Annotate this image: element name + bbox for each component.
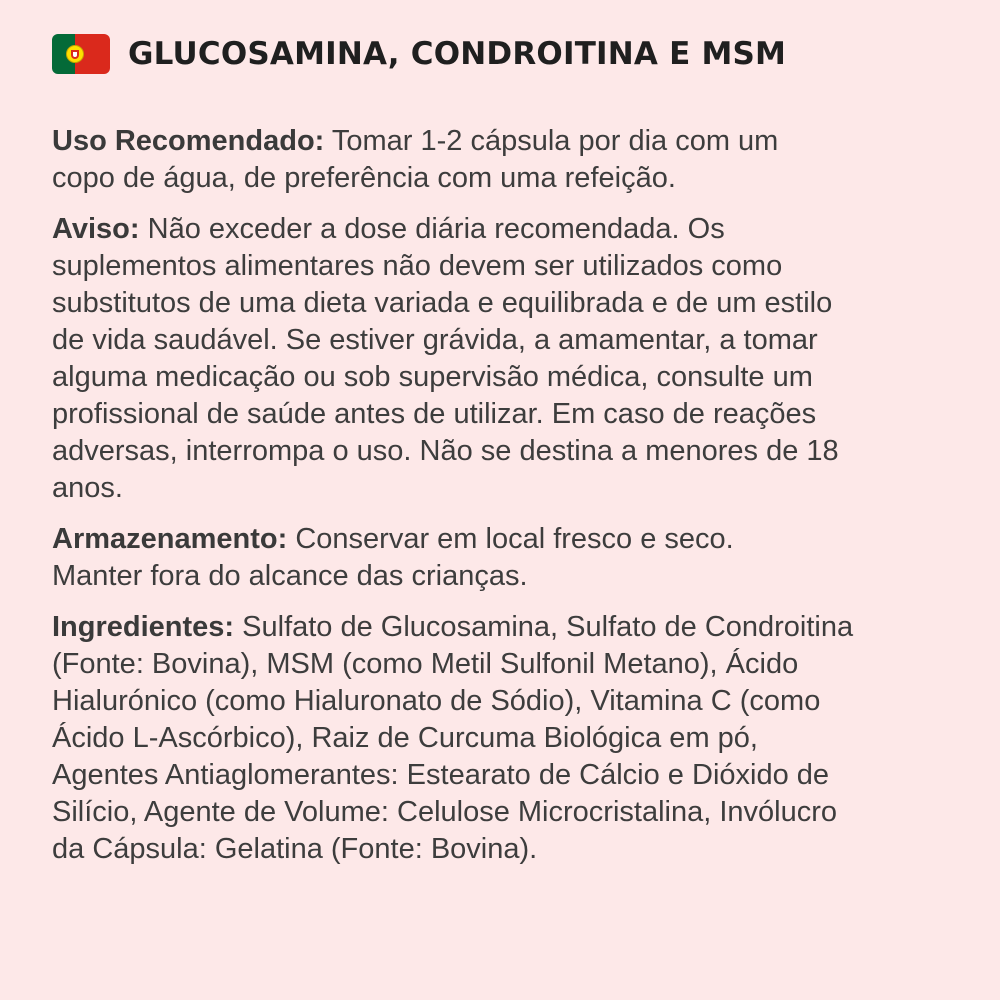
storage-text: Conservar em local fresco e seco. — [287, 523, 734, 555]
section-line: da Cápsula: Gelatina (Fonte: Bovina). — [52, 833, 538, 865]
section-line: adversas, interrompa o uso. Não se destina a menores de 18 — [52, 435, 839, 467]
recommended-use-label: Uso Recomendado: — [52, 125, 325, 157]
section-line: Silício, Agente de Volume: Celulose Microcristalina, Invólucro — [52, 796, 837, 828]
page-title: GLUCOSAMINA, CONDROITINA E MSM — [128, 36, 787, 72]
section-line: profissional de saúde antes de utilizar. Em caso de reações — [52, 398, 817, 430]
storage-section — [52, 521, 952, 595]
section-line: copo de água, de preferência com uma refeição. — [52, 162, 676, 194]
ingredients-text: Sulfato de Glucosamina, Sulfato de Condroitina — [234, 611, 854, 643]
section-line: de vida saudável. Se estiver grávida, a amamentar, a tomar — [52, 324, 818, 356]
recommended-use-section — [52, 123, 952, 197]
section-line: substitutos de uma dieta variada e equilibrada e de um estilo — [52, 287, 833, 319]
section-line: Ácido L-Ascórbico), Raiz de Curcuma Biológica em pó, — [52, 722, 758, 754]
section-line — [52, 609, 952, 646]
section-line: Agentes Antiaglomerantes: Estearato de Cálcio e Dióxido de — [52, 759, 830, 791]
label-content — [52, 123, 952, 882]
section-line: Hialurónico (como Hialuronato de Sódio), Vitamina C (como — [52, 685, 821, 717]
warning-section — [52, 211, 952, 507]
storage-label: Armazenamento: — [52, 523, 288, 555]
section-line — [52, 123, 952, 160]
recommended-use-text: Tomar 1-2 cápsula por dia com um — [324, 125, 779, 157]
section-line — [52, 211, 952, 248]
section-line: alguma medicação ou sob supervisão médica, consulte um — [52, 361, 813, 393]
section-line: suplementos alimentares não devem ser utilizados como — [52, 250, 783, 282]
section-line — [52, 521, 952, 558]
section-line: Manter fora do alcance das crianças. — [52, 560, 528, 592]
portugal-flag-icon — [52, 34, 110, 74]
warning-label: Aviso: — [52, 213, 140, 245]
section-line: (Fonte: Bovina), MSM (como Metil Sulfonil Metano), Ácido — [52, 648, 799, 680]
page-header — [52, 34, 786, 74]
warning-text: Não exceder a dose diária recomendada. Os — [139, 213, 725, 245]
section-line: anos. — [52, 472, 123, 504]
ingredients-section — [52, 609, 952, 868]
ingredients-label: Ingredientes: — [52, 611, 235, 643]
